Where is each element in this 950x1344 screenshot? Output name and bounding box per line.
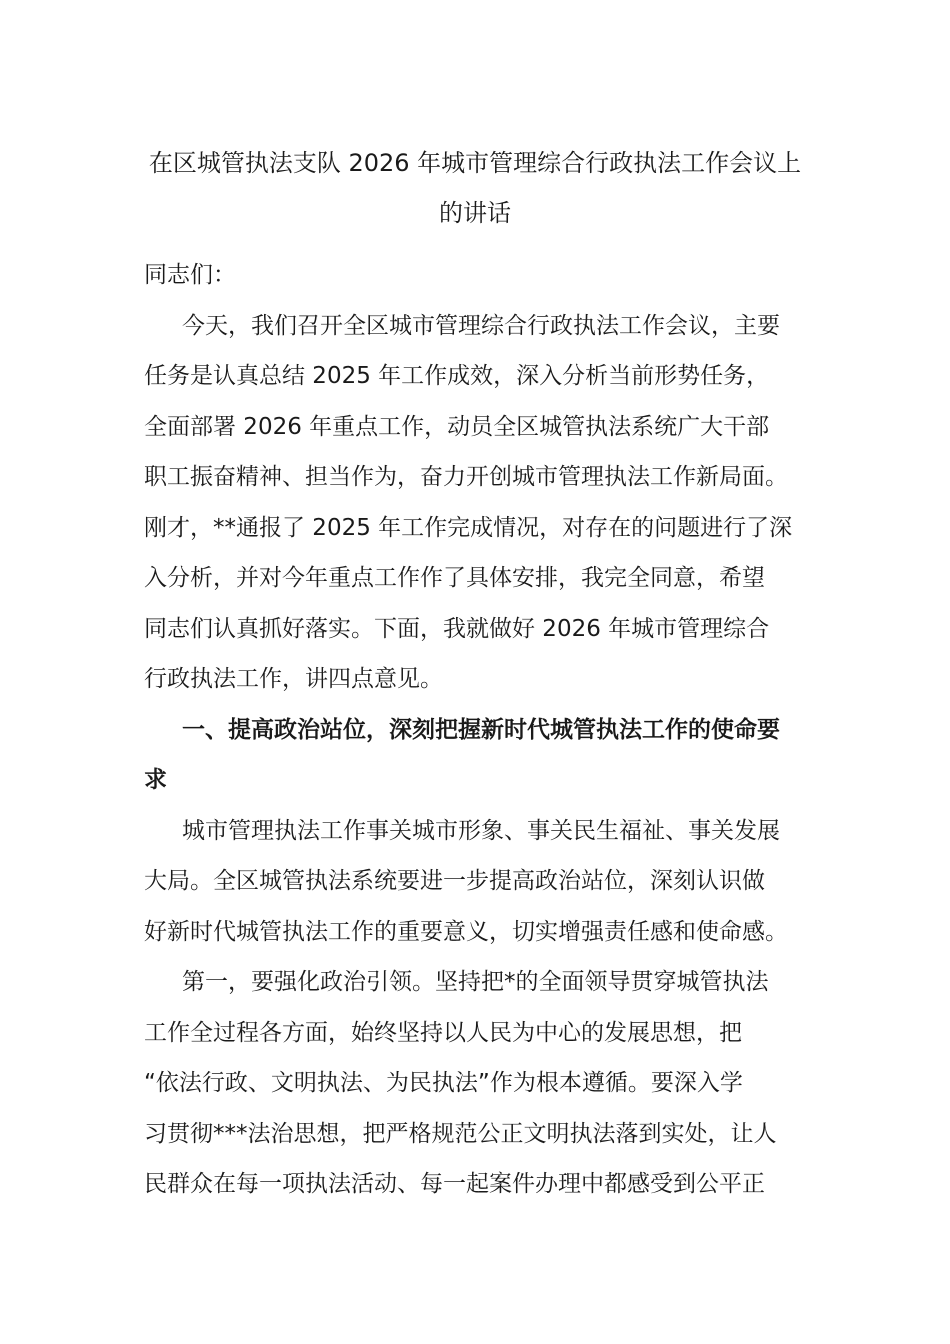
text-line: 同志们认真抓好落实。下面，我就做好 2026 年城市管理综合	[144, 615, 770, 642]
text-line: 行政执法工作，讲四点意见。	[144, 666, 443, 692]
text-line: 入分析，并对今年重点工作作了具体安排，我完全同意，希望	[144, 565, 765, 591]
title-line-1: 在区城管执法支队 2026 年城市管理综合行政执法工作会议上	[148, 149, 802, 177]
section-heading	[144, 705, 814, 806]
text-line: 第一，要强化政治引领。坚持把*的全面领导贯穿城管执法	[182, 969, 769, 995]
paragraph-first-point	[144, 957, 814, 1210]
text-line: 刚才，**通报了 2025 年工作完成情况，对存在的问题进行了深	[144, 514, 793, 541]
heading-line: 一、提高政治站位，深刻把握新时代城管执法工作的使命要	[182, 716, 780, 743]
text-line: 大局。全区城管执法系统要进一步提高政治站位，深刻认识做	[144, 868, 765, 894]
text-line: 工作全过程各方面，始终坚持以人民为中心的发展思想，把	[144, 1019, 742, 1046]
text-line: 城市管理执法工作事关城市形象、事关民生福祉、事关发展	[182, 817, 780, 844]
text-line: 习贯彻***法治思想，把严格规范公正文明执法落到实处，让人	[144, 1120, 777, 1147]
text-line: 任务是认真总结 2025 年工作成效，深入分析当前形势任务，	[144, 363, 770, 389]
document-body	[144, 250, 814, 1210]
text-line: “依法行政、文明执法、为民执法”作为根本遵循。要深入学	[144, 1070, 743, 1096]
heading-line: 求	[144, 767, 167, 793]
title-line-2: 的讲话	[439, 199, 511, 227]
paragraph-intro	[144, 301, 814, 705]
paragraph-section-intro	[144, 806, 814, 958]
text-line: 民群众在每一项执法活动、每一起案件办理中都感受到公平正	[144, 1171, 765, 1197]
salutation: 同志们：	[144, 262, 236, 288]
text-line: 今天，我们召开全区城市管理综合行政执法工作会议，主要	[182, 312, 780, 339]
text-line: 职工振奋精神、担当作为，奋力开创城市管理执法工作新局面。	[144, 464, 788, 490]
text-line: 全面部署 2026 年重点工作，动员全区城管执法系统广大干部	[144, 413, 770, 440]
text-line: 好新时代城管执法工作的重要意义，切实增强责任感和使命感。	[144, 918, 788, 945]
document-title	[140, 138, 810, 238]
